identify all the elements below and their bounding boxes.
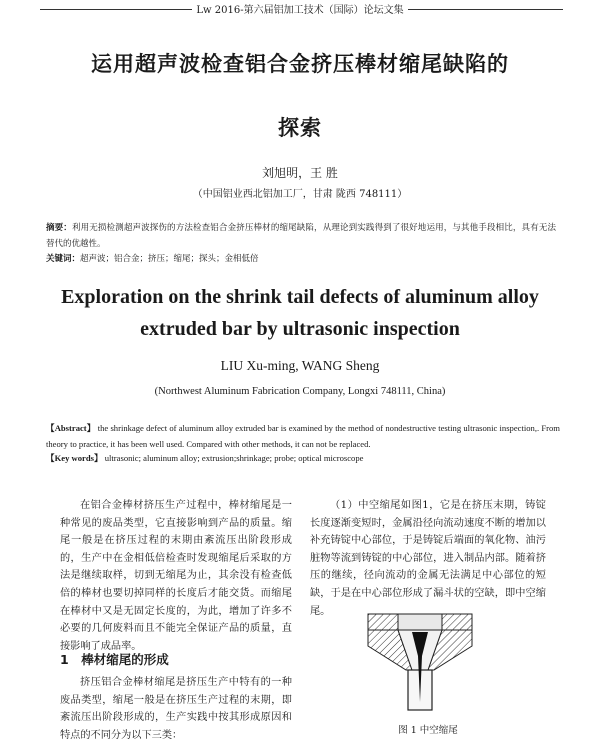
title-cn-line1: 运用超声波检查铝合金挤压棒材缩尾缺陷的 — [91, 52, 509, 76]
figure-1-hollow-shrink-tail — [364, 612, 476, 712]
ingot-remainder — [398, 614, 442, 630]
abstract-en — [46, 420, 560, 452]
abstract-cn-label: 摘要： — [46, 223, 72, 233]
affiliation-cn: （中国铝业西北铝加工厂，甘肃 陇西 748111） — [192, 189, 408, 200]
abstract-cn-text: 利用无损检测超声波探伤的方法检查铝合金挤压棒材的缩尾缺陷，从理论到实践得到了很好地运用，与其他手段相比，具有无法替代的优越性。 — [46, 223, 556, 249]
title-cn-line2: 探索 — [278, 116, 322, 140]
body-right-para1: （1）中空缩尾如图1，它是在挤压末期，铸锭长度逐渐变短时，金属沿径向流动速度不断的增加以补充铸锭中心部位，于是铸锭后端面的氧化物、油污脏物等流到铸锭的中心部位，进入制品内部。随着挤压的继续，径向流动的金属无法满足中心部位的短缺，于是在中心部位形成了漏斗状的空缺，即中空缩尾。 — [310, 500, 546, 617]
authors-en: LIU Xu-ming, WANG Sheng — [220, 358, 380, 373]
body-left-para1: 在铝合金棒材挤压生产过程中，棒材缩尾是一种常见的废品类型，它直接影响到产品的质量。缩尾一般是在挤压过程的末期由紊流压出阶段形成的，生产中在金相低倍检查时发现缩尾后采取的方法是继续取样，切到无缩尾为止，其余没有检查低倍的棒材也要切掉同样的长度后才能交货。而缩尾在棒材中又是无固定长度的，为此，增加了许多不必要的几何废料而且不能完全保证产品的质量，直接影响了成品率。 — [60, 500, 292, 652]
keywords-cn-label: 关键词： — [46, 254, 81, 264]
abstract-en-text: the shrinkage defect of aluminum alloy extruded bar is examined by the method of nondestructive testing ultrasonic inspection,. From theory to practice, it has been well used. Compared with other methods, it can not be replaced. — [46, 423, 560, 449]
keywords-cn-text: 超声波；铝合金；挤压；缩尾；探头；金相低倍 — [80, 254, 259, 264]
figure-1-caption: 图 1 中空缩尾 — [398, 725, 458, 736]
keywords-en-label: 【Key words】 — [46, 453, 103, 463]
section-heading-1: 1 棒材缩尾的形成 — [60, 652, 169, 667]
container-wall-left — [368, 614, 398, 630]
container-wall-right — [442, 614, 472, 630]
keywords-cn — [46, 252, 556, 264]
abstract-cn — [46, 220, 556, 252]
keywords-en — [46, 452, 560, 464]
title-en-line2: extruded bar by ultrasonic inspection — [140, 318, 460, 340]
title-en-line1: Exploration on the shrink tail defects of aluminum alloy — [61, 286, 539, 308]
body-left-para2: 挤压铝合金棒材缩尾是挤压生产中特有的一种废品类型，缩尾一般是在挤压生产过程的末期，即紊流压出阶段形成的，生产实践中按其形成原因和特点的不同分为以下三类： — [60, 677, 292, 741]
running-header: Lw 2016-第六届铝加工技术（国际）论坛文集 — [0, 1, 600, 16]
authors-cn: 刘旭明，王 胜 — [262, 166, 338, 180]
abstract-en-label: 【Abstract】 — [46, 423, 96, 433]
affiliation-en: (Northwest Aluminum Fabrication Company, Longxi 748111, China) — [154, 386, 446, 397]
keywords-en-text: ultrasonic; aluminum alloy; extrusion;shrinkage; probe; optical microscope — [104, 453, 364, 463]
